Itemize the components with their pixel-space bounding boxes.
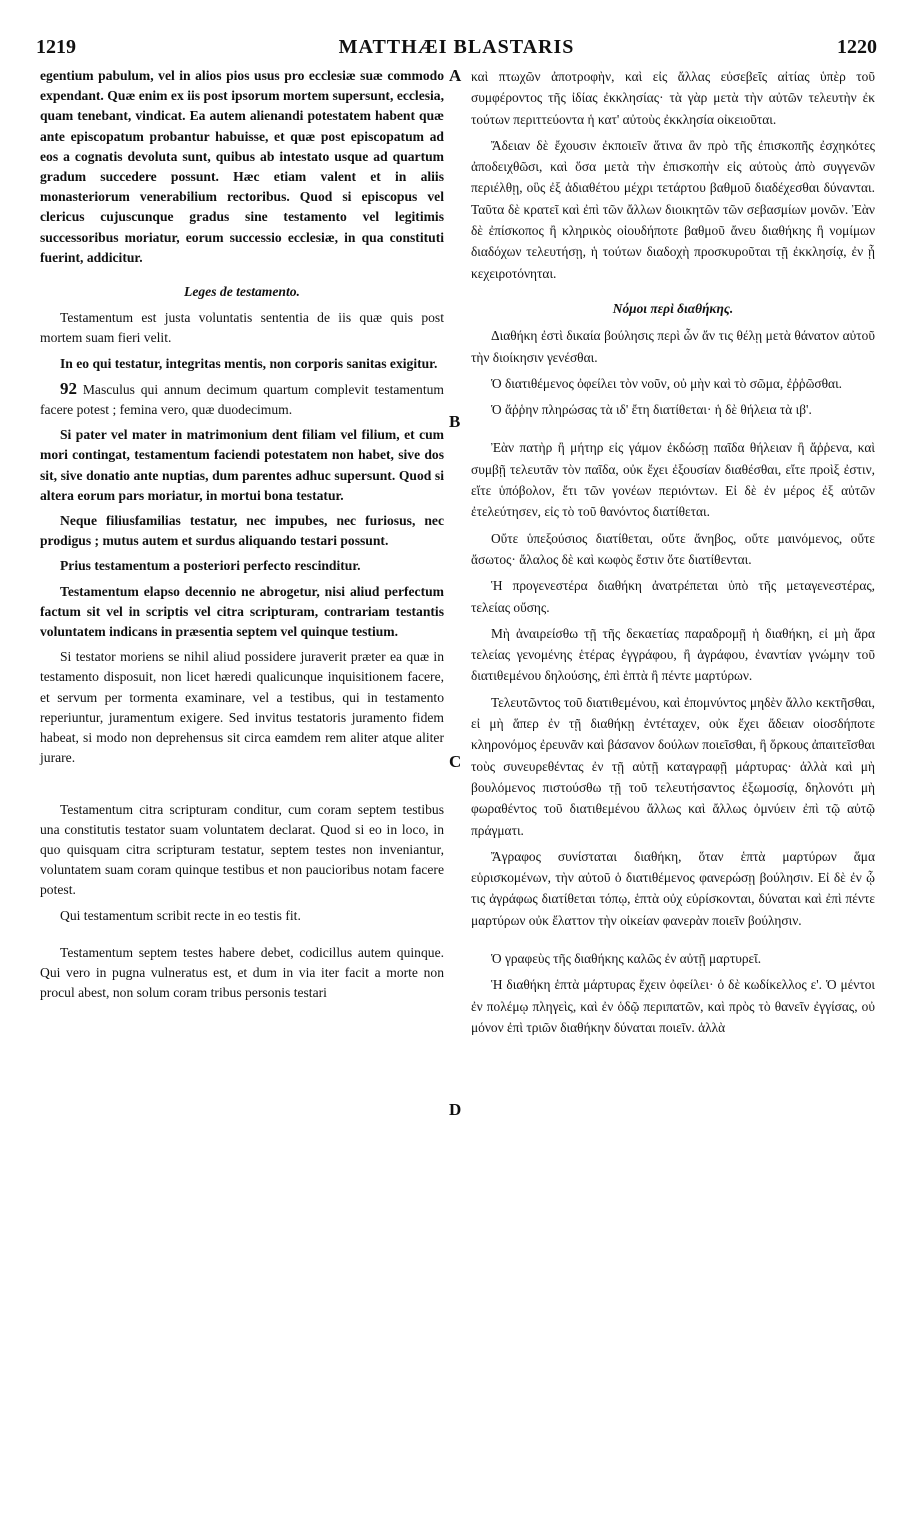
margin-marker-b: B — [449, 412, 461, 431]
greek-paragraph: Μὴ ἀναιρείσθω τῇ τῆς δεκαετίας παραδρομῇ ἡ διαθήκη, εἰ μὴ ἄρα τελείας γενομένης ἑτέρας ἐγγράφου, ἢ ἀγράφου, ἐναντίαν γνώμην τοῦ διατιθεμένου δηλούσης, ἐπὶ ἑπτὰ ἢ πέντε μαρτύρων. — [471, 625, 875, 684]
latin-paragraph-92 — [40, 379, 444, 420]
latin-paragraph: Testamentum septem testes habere debet, codicillus autem quinque. Qui vero in pugna vulneratus est, et dum in via iter facit a morte non procul abest, non solum coram tribus personis testari — [40, 944, 444, 1001]
greek-column — [471, 66, 875, 1043]
margin-marker-a: A — [449, 66, 462, 85]
greek-paragraph: καὶ πτωχῶν ἀποτροφὴν, καὶ εἰς ἄλλας εὐσεβεῖς αἰτίας ὑπὲρ τοῦ συμφέροντος τῆς ἰδίας ἐκκλησίας· τὰ γὰρ μετὰ τὴν αὐτῶν τελευτὴν ἐκ τούτων περιττεύοντα ἡ κατ' αὐτοὺς ἐκκλησία οἰκειοῦται. — [471, 69, 875, 127]
spacer — [471, 936, 875, 948]
latin-paragraph: Si testator moriens se nihil aliud possidere juraverit præter ea quæ in testamento disposuit, non licet hæredi qualicunque inquisitionem facere, et servum per tormenta examinare, vel a testibus, qui in testamento reperiuntur, juramentum exigere. Sed invitus testatoris juramento fidem habeat, si modo non deprehensus sit circa eamdem rem aliter atque aliter jurare. — [40, 649, 444, 766]
latin-paragraph: Si pater vel mater in matrimonium dent filiam vel filium, et cum mori contingat, testamentum faciendi potestatem non habet, sive dos sit, sive donatio ante nuptias, dum parentes adhuc supersunt. Quod si altera eorum pars moriatur, in mortui bona testatur. — [40, 427, 444, 503]
greek-paragraph: Οὔτε ὑπεξούσιος διατίθεται, οὔτε ἄνηβος, οὔτε μαινόμενος, οὔτε ἄσωτος· ἄλαλος δὲ καὶ κωφὸς ἔστιν ὅτε διατίθενται. — [471, 530, 875, 567]
margin-marker-d: D — [449, 1100, 462, 1119]
greek-paragraph: Διαθήκη ἐστὶ δικαία βούλησις περὶ ὧν ἄν τις θέλῃ μετὰ θάνατον αὐτοῦ τὴν διοίκησιν γενέσθαι. — [471, 328, 875, 365]
page-header — [36, 36, 877, 60]
greek-paragraph: Ἄγραφος συνίσταται διαθήκη, ὅταν ἑπτὰ μαρτύρων ἅμα εὑρισκομένων, τὴν αὐτοῦ ὁ διατιθέμενος φανερώσῃ βούλησιν. Εἰ δὲ ἐν ᾧ τις ἀγράφως διατίθεται τόπῳ, ἑπτὰ οὐχ εὑρίσκονται, δύναται καὶ ἐπὶ πέντε μαρτύρων οὐκ ἔλαττον τὴν οἰκείαν φανερὰν ποιεῖν βούλησιν. — [471, 848, 875, 928]
latin-section-heading: Leges de testamento. — [184, 284, 300, 300]
latin-paragraph: Testamentum elapso decennio ne abrogetur, nisi aliud perfectum factum sit vel in scriptis vel citra scripturam, contrariam testantis voluntatem indicans in præsentia septem vel quinque testium. — [40, 583, 444, 640]
spacer — [471, 425, 875, 437]
margin-marker-c: C — [449, 752, 462, 771]
greek-paragraph: Ὁ ἄῤῥην πληρώσας τὰ ιδ' ἔτη διατίθεται· ἡ δὲ θήλεια τὰ ιβ'. — [491, 402, 812, 418]
greek-paragraph: Τελευτῶντος τοῦ διατιθεμένου, καὶ ἐπομνύντος μηδὲν ἄλλο κεκτῆσθαι, εἰ μὴ ἅπερ ἐν τῇ διαθήκῃ ἐντέταχεν, οὐκ ἔχει ἄδειαν οἱοσδήποτε κληρονόμος ἐρευνᾶν καὶ βάσανον δούλων ποιεῖσθαι, ἢ ὅρκους ἀπαιτεῖσθαι τοὺς συνευρεθέντας ἐν τῇ αὐτῇ καταγραφῇ μάρτυρας· ἀλλὰ καὶ μὴ βουλόμενος πιστούσθω τῇ τοῦ τελευτήσαντος ἐξωμοσίᾳ, δηλονότι μὴ φωραθέντος τοῦ διατιθεμένου ἄλλως καὶ ἄλλως ὀμνύειν ἐπὶ τῷ αὐτῷ πράγματι. — [471, 694, 875, 838]
latin-paragraph: Prius testamentum a posteriori perfecto rescinditur. — [60, 558, 361, 574]
greek-paragraph: Ὁ γραφεὺς τῆς διαθήκης καλῶς ἐν αὐτῇ μαρτυρεῖ. — [491, 950, 762, 966]
latin-paragraph: egentium pabulum, vel in alios pios usus pro ecclesiæ suæ commodo expendant. Quæ enim ex iis post ipsorum mortem supersunt, ecclesia, quam tenebant, vindicat. Ea autem alienandi potestatem habent quæ ante episcopatum probantur habuisse, et quæ post episcopatum ad eos a cognatis devoluta sunt, quibus ab intestato usque ad quartum gradum succedere possunt. Hæc etiam valent et in aliis monasteriorum venerabilium rectoribus. Quod si episcopus vel clericus cujuscunque gradus sine testamento vel legitimis successoribus moriatur, eorum successio ecclesiæ, in qua constituti fuerint, addicitur. — [40, 68, 444, 265]
page-number-left: 1219 — [36, 36, 76, 58]
page-number-right: 1220 — [837, 36, 877, 58]
latin-column — [40, 66, 444, 1008]
latin-paragraph: Testamentum citra scripturam conditur, cum coram septem testibus una constitutis testator suam voluntatem declarat. Quod si eo in loco, in quo quisquam citra scripturam testatur, septem testes non inveniantur, voluntatem suam coram quinque testibus et non paucioribus notam facere potest. — [40, 801, 444, 898]
greek-paragraph: Ἡ διαθήκη ἑπτὰ μάρτυρας ἔχειν ὀφείλει· ὁ δὲ κωδίκελλος ε'. Ὁ μέντοι ἐν πολέμῳ πληγεὶς, καὶ ἐν ὁδῷ περιπατῶν, καὶ πρὸς τὸ θανεῖν ἐγγίσας, οὐ μόνον ἐπὶ τριῶν διαθήκην δύναται ποιεῖν. ἀλλὰ — [471, 977, 875, 1035]
greek-paragraph: Ἐὰν πατὴρ ἢ μήτηρ εἰς γάμον ἐκδώσῃ παῖδα θήλειαν ἢ ἄῤῥενα, καὶ συμβῇ τελευτᾶν τὸν παῖδα, οὐκ ἔχει ἐξουσίαν διαθέσθαι, εἴτε προὶξ ἐστιν, εἴτε ὑπόβολον, ἔτι τῶν γονέων περιόντων. Εἰ δὲ ἐν μέρος ἐξ αὐτῶν ἐτελεύτησεν, εἰς τὸ τοῦ θανόντος διατίθεται. — [471, 440, 875, 520]
greek-paragraph: Ἄδειαν δὲ ἔχουσιν ἐκποιεῖν ἅτινα ἂν πρὸ τῆς ἐπισκοπῆς ἐσχηκότες ἀποδειχθῶσι, καὶ ὅσα μετὰ τὴν ἐπισκοπὴν εἰς αὐτοὺς ἀπὸ συγγενῶν περιέλθῃ, οὓς ἐξ ἀδιαθέτου μέχρι τετάρτου βαθμοῦ διαδέχεσθαι δύνανται. Ταῦτα δὲ κρατεῖ καὶ ἐπὶ τῶν ἄλλων διοικητῶν τῶν σεβασμίων μονῶν. Ἐὰν δὲ ἐπίσκοπος ἢ κληρικὸς οἱουδήποτε βαθμοῦ ἄνευ διαθήκης ἢ νομίμων διαδόχων τελευτήσῃ, ἡ τούτων διαδοχὴ προσκυροῦται τῇ ἐκκλησίᾳ, ἐν ᾗ κεχειροτόνηται. — [471, 137, 875, 281]
latin-paragraph: Testamentum est justa voluntatis sententia de iis quæ quis post mortem suam fieri velit. — [40, 310, 444, 346]
greek-paragraph: Ὁ διατιθέμενος ὀφείλει τὸν νοῦν, οὐ μὴν καὶ τὸ σῶμα, ἐῤῥῶσθαι. — [491, 375, 843, 391]
section-number: 92 — [60, 378, 77, 398]
spacer — [40, 931, 444, 943]
running-title: MATTHÆI BLASTARIS — [338, 36, 575, 58]
latin-paragraph: Neque filiusfamilias testatur, nec impubes, nec furiosus, nec prodigus ; mutus autem et surdus aliquando testari possunt. — [40, 513, 444, 549]
latin-paragraph-text: Masculus qui annum decimum quartum complevit testamentum facere potest ; femina vero, quæ duodecimum. — [40, 381, 444, 418]
latin-paragraph: In eo qui testatur, integritas mentis, non corporis sanitas exigitur. — [60, 355, 438, 371]
latin-paragraph: Qui testamentum scribit recte in eo testis fit. — [60, 907, 301, 923]
greek-paragraph: Ἡ προγενεστέρα διαθήκη ἀνατρέπεται ὑπὸ τῆς μεταγενεστέρας, τελείας οὔσης. — [471, 578, 875, 615]
spacer — [40, 774, 444, 800]
greek-section-heading: Νόμοι περὶ διαθήκης. — [612, 300, 734, 316]
